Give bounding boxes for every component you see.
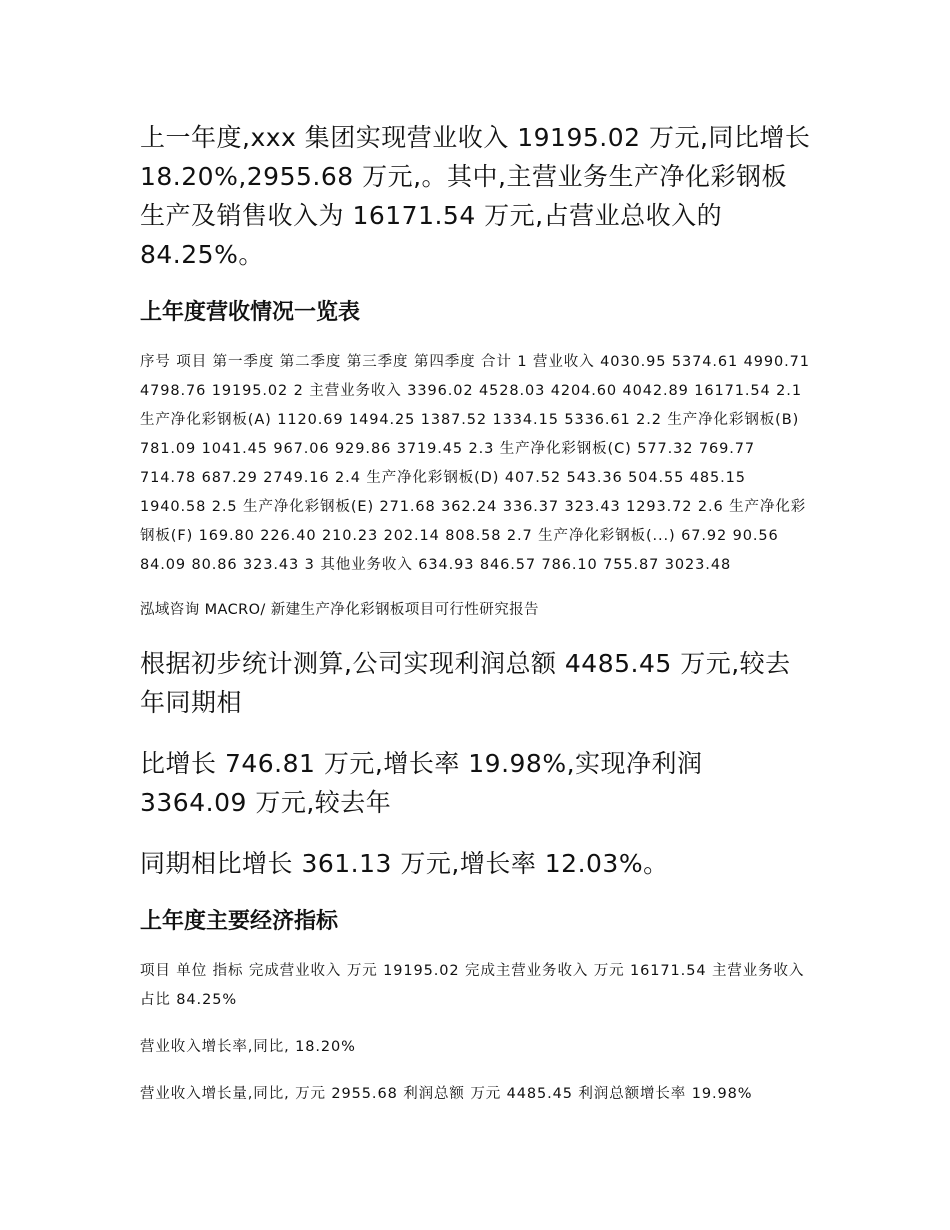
indicator-line-2: 营业收入增长率,同比, 18.20% (140, 1039, 356, 1055)
indicators-heading: 上年度主要经济指标 (140, 909, 339, 934)
profit-paragraph-1: 根据初步统计测算,公司实现利润总额 4485.45 万元,较去年同期相 (140, 649, 791, 717)
profit-paragraph-2: 比增长 746.81 万元,增长率 19.98%,实现净利润 3364.09 万元,较去年 (140, 749, 703, 817)
revenue-table-heading: 上年度营收情况一览表 (140, 300, 361, 325)
indicator-line-3: 营业收入增长量,同比, 万元 2955.68 利润总额 万元 4485.45 利润总额增长率 19.98% (140, 1086, 753, 1102)
revenue-table-text: 序号 项目 第一季度 第二季度 第三季度 第四季度 合计 1 营业收入 4030.95 5374.61 4990.71 4798.76 19195.02 2 主营业务收入 3396.02 4528.03 4204.60 4042.89 16171.54 2.1 生产净化彩钢板(A) 1120.69 1494.25 1387.52 1334.15 5336.61 2.2 生产净化彩钢板(B) 781.09 1041.45 967.06 929.86 3719.45 2.3 生产净化彩钢板(C) 577.32 769.77 714.78 687.29 2749.16 2.4 生产净化彩钢板(D) 407.52 543.36 504.55 485.15 1940.58 2.5 生产净化彩钢板(E) 271.68 362.24 336.37 323.43 1293.72 2.6 生产净化彩钢板(F) 169.80 226.40 210.23 202.14 808.58 2.7 生产净化彩钢板(...) 67.92 90.56 84.09 80.86 323.43 3 其他业务收入 634.93 846.57 786.10 755.87 3023.48 (140, 354, 810, 573)
profit-paragraph-3: 同期相比增长 361.13 万元,增长率 12.03%。 (140, 849, 669, 878)
intro-paragraph: 上一年度,xxx 集团实现营业收入 19195.02 万元,同比增长 18.20%,2955.68 万元,。其中,主营业务生产净化彩钢板生产及销售收入为 16171.54 万元,占营业总收入的 84.25%。 (140, 123, 811, 269)
indicator-line-1: 项目 单位 指标 完成营业收入 万元 19195.02 完成主营业务收入 万元 16171.54 主营业务收入占比 84.25% (140, 963, 805, 1008)
report-source-note: 泓域咨询 MACRO/ 新建生产净化彩钢板项目可行性研究报告 (140, 602, 539, 618)
